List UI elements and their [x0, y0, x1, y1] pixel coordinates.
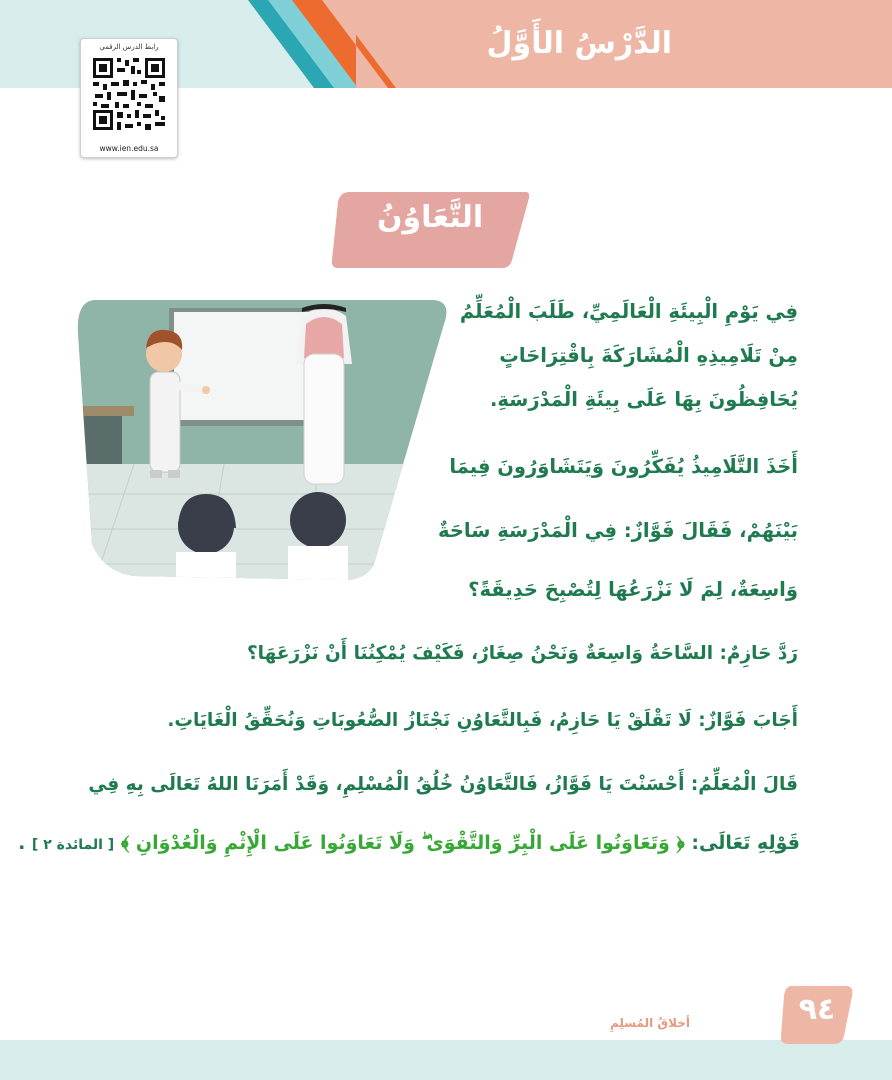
verse-lead: قَوْلِهِ تَعَالَى:: [684, 832, 800, 854]
footer-band: [0, 1040, 892, 1080]
verse-reference: [ المائدة ٢ ]: [31, 837, 115, 853]
verse-trailing: .: [18, 832, 26, 854]
story-line-1: فِي يَوْمِ الْبِيئَةِ الْعَالَمِيِّ، طَلَبَ الْمُعَلِّمُ: [459, 300, 798, 323]
story-line-7: رَدَّ حَازِمٌ: السَّاحَةُ وَاسِعَةٌ وَنَحْنُ صِغَارٌ، فَكَيْفَ يُمْكِنُنَا أَنْ نَزْرَعَهَا؟: [246, 643, 798, 664]
verse-line: [18, 832, 800, 854]
page-number: ٩٤: [798, 992, 836, 1027]
qr-label: رابط الدرس الرقمي: [99, 43, 159, 51]
qr-code-icon: [91, 56, 167, 132]
story-line-3: يُحَافِظُونَ بِهَا عَلَى بِيئَةِ الْمَدْرَسَةِ.: [489, 388, 798, 411]
classroom-illustration: [74, 294, 454, 584]
qr-url[interactable]: www.ien.edu.sa: [99, 144, 159, 153]
verse-close-bracket: ﴾: [120, 832, 130, 854]
book-title: أخلاقُ المُسلِمِ: [610, 1016, 690, 1030]
lesson-heading: التَّعَاوُنُ: [376, 200, 484, 235]
story-line-9: قَالَ الْمُعَلِّمُ: أَحْسَنْتَ يَا فَوَّازُ، فَالتَّعَاوُنُ خُلُقُ الْمُسْلِمِ، وَقَدْ أَمَرَنَا اللهُ تَعَالَى بِهِ فِي: [88, 774, 798, 795]
story-line-4: أَخَذَ التَّلَامِيذُ يُفَكِّرُونَ وَيَتَشَاوَرُونَ فِيمَا: [449, 455, 798, 478]
quran-verse: وَتَعَاوَنُوا عَلَى الْبِرِّ وَالتَّقْوَىٰ ۖ وَلَا تَعَاوَنُوا عَلَى الْإِثْمِ وَالْعُدْوَانِ: [135, 832, 670, 854]
story-line-5: بَيْنَهُمْ، فَقَالَ فَوَّازٌ: فِي الْمَدْرَسَةِ سَاحَةٌ: [438, 519, 798, 542]
verse-open-bracket: ﴿: [676, 832, 685, 854]
lesson-title: الدَّرْسُ الأَوَّلُ: [486, 26, 672, 61]
story-line-8: أَجَابَ فَوَّازٌ: لَا تَقْلَقْ يَا حَازِمُ، فَبِالتَّعَاوُنِ نَجْتَازُ الصُّعُوبَاتِ وَنُحَقِّقُ الْغَايَاتِ.: [167, 710, 798, 731]
story-line-2: مِنْ تَلَامِيذِهِ الْمُشَارَكَةَ بِاقْتِرَاحَاتٍ: [499, 344, 798, 367]
story-line-6: وَاسِعَةٌ، لِمَ لَا نَزْرَعُهَا لِتُصْبِحَ حَدِيقَةً؟: [468, 578, 798, 601]
qr-code-card[interactable]: [80, 38, 178, 158]
